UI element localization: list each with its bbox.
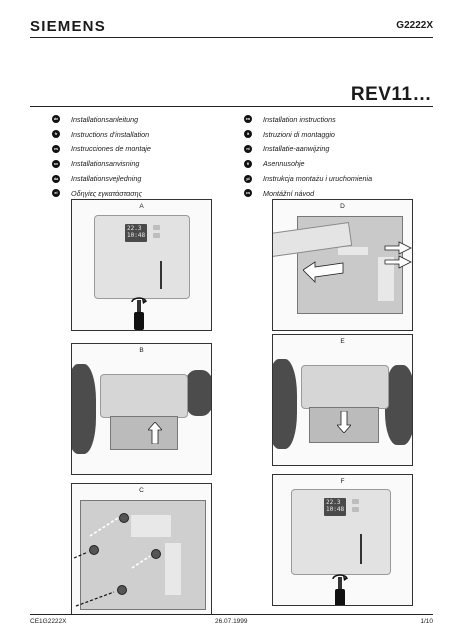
display-line-2: 10:48 xyxy=(127,232,146,239)
language-item xyxy=(52,171,151,186)
languages-right xyxy=(244,112,372,201)
language-label: Instrucciones de montaje xyxy=(71,144,151,154)
language-label: Montážní návod xyxy=(263,188,315,198)
flag-icon: pl xyxy=(244,175,252,183)
title-divider xyxy=(30,106,433,107)
thermostat-cover xyxy=(100,374,188,418)
product-title: REV11… xyxy=(350,84,432,105)
figure-a xyxy=(71,199,212,331)
button xyxy=(352,499,359,504)
language-label: Installationsvejledning xyxy=(71,174,142,184)
footer-page: 1/10 xyxy=(420,618,433,625)
figure-b xyxy=(71,343,212,475)
language-label: Installatie-aanwijzing xyxy=(263,144,330,154)
hand-right-image xyxy=(184,370,212,416)
hand-left-image xyxy=(272,359,297,449)
flag-icon: fi xyxy=(244,160,252,168)
footer-doc-id: CE1G2222X xyxy=(30,618,67,625)
figure-label: A xyxy=(139,203,144,210)
figure-label: F xyxy=(340,478,345,485)
figure-f xyxy=(272,474,413,606)
figure-label: B xyxy=(139,347,144,354)
arrow-down-icon xyxy=(337,411,351,433)
mounting-base xyxy=(110,416,178,450)
arrow-icon xyxy=(303,240,413,290)
button xyxy=(153,225,160,230)
lcd-display xyxy=(324,498,346,516)
language-item xyxy=(244,127,372,142)
language-item xyxy=(244,156,372,171)
arrow-up-icon xyxy=(148,422,162,444)
flag-icon: sv xyxy=(53,161,59,166)
language-label: Installation instructions xyxy=(263,114,336,124)
figure-d xyxy=(272,199,413,331)
language-item xyxy=(52,112,151,127)
thermostat-cover xyxy=(301,365,389,409)
language-label: Installationsanleitung xyxy=(71,114,139,124)
header-divider xyxy=(30,37,433,38)
flag-icon: de xyxy=(53,117,59,122)
language-item xyxy=(52,127,151,142)
brand-logo: SIEMENS xyxy=(30,18,106,35)
footer-date: 26.07.1999 xyxy=(215,618,248,625)
flag-icon: nl xyxy=(244,145,252,153)
language-label: Asennusohje xyxy=(263,159,305,169)
flag-icon: es xyxy=(53,146,59,151)
thermostat-front xyxy=(291,489,391,575)
flag-icon: el xyxy=(52,189,60,197)
flag-icon: en xyxy=(245,117,251,122)
language-item xyxy=(52,142,151,157)
screwdriver-icon xyxy=(124,296,154,330)
language-label: Οδηγίες εγκατάστασης xyxy=(71,188,143,198)
lcd-display xyxy=(125,224,147,242)
figure-e xyxy=(272,334,413,466)
language-item xyxy=(244,142,372,157)
flag-icon: cs xyxy=(245,191,251,196)
language-label: Installationsanvisning xyxy=(71,159,140,169)
flag-icon: da xyxy=(53,176,59,181)
thermostat-front xyxy=(94,215,190,299)
flag-icon: fr xyxy=(52,130,60,138)
scale-marks xyxy=(360,534,362,564)
hand-right-image xyxy=(385,365,413,445)
display-line-1: 22.3 xyxy=(326,499,341,506)
language-item xyxy=(52,156,151,171)
figure-label: E xyxy=(340,338,345,345)
figure-label: C xyxy=(139,487,144,494)
flag-icon: it xyxy=(244,130,252,138)
button xyxy=(153,233,160,238)
language-label: Instructions d'installation xyxy=(71,129,150,139)
languages-left xyxy=(52,112,151,201)
figure-label: D xyxy=(340,203,345,210)
language-label: Instrukcja montażu i uruchomienia xyxy=(263,174,373,184)
display-line-1: 22.3 xyxy=(127,225,142,232)
footer-divider xyxy=(30,614,433,615)
language-item xyxy=(244,112,372,127)
screw-arrows xyxy=(72,494,211,614)
language-label: Istruzioni di montaggio xyxy=(263,129,335,139)
language-item xyxy=(244,171,372,186)
screwdriver-icon xyxy=(325,573,355,606)
scale-marks xyxy=(160,261,162,289)
hand-left-image xyxy=(71,364,96,454)
display-line-2: 10:48 xyxy=(326,506,345,513)
button xyxy=(352,507,359,512)
figure-c xyxy=(71,483,212,615)
document-code: G2222X xyxy=(396,20,433,31)
